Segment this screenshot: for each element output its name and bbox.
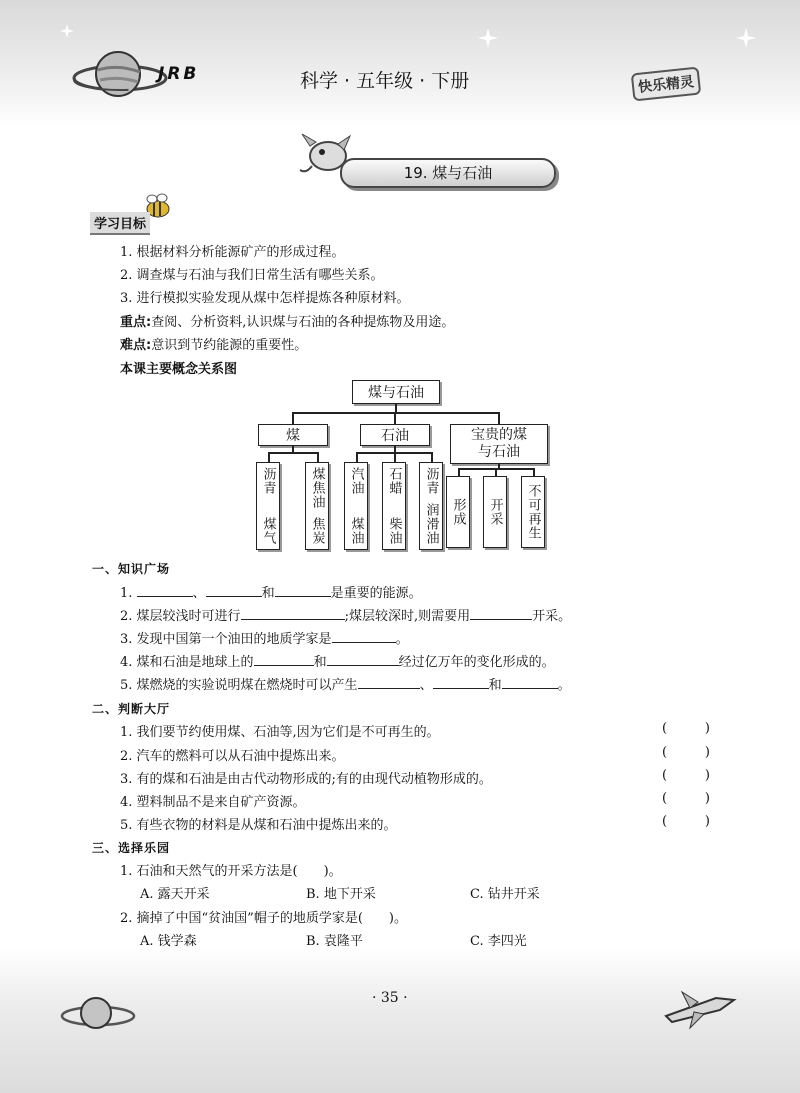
answer-blank[interactable] — [241, 607, 345, 620]
answer-parentheses[interactable]: ( ) — [662, 745, 710, 760]
star-icon — [478, 28, 498, 48]
section-heading: 一、知识广场 — [92, 562, 171, 576]
judge-item: 5. 有些衣物的材料是从煤和石油中提炼出来的。 — [120, 818, 397, 833]
difficult-text: 意识到节约能源的重要性。 — [151, 338, 308, 353]
concept-leaf: 开采 — [483, 476, 507, 548]
choice-option[interactable]: B. 袁隆平 — [306, 934, 363, 949]
concept-root: 煤与石油 — [352, 380, 440, 404]
objectives-label: 学习目标 — [90, 212, 150, 235]
planet-icon — [58, 990, 138, 1040]
key-text: 查阅、分析资料,认识煤与石油的各种提炼物及用途。 — [151, 315, 455, 330]
difficult-label: 难点: — [120, 338, 152, 353]
key-point — [120, 311, 454, 330]
concept-branch-coal: 煤 — [258, 424, 328, 446]
judge-item: 4. 塑料制品不是来自矿产资源。 — [120, 795, 306, 810]
concept-map-title: 本课主要概念关系图 — [120, 362, 238, 377]
objective-item: 3. 进行模拟实验发现从煤中怎样提炼各种原材料。 — [120, 291, 410, 306]
concept-leaf: 形成 — [446, 476, 470, 548]
answer-parentheses[interactable]: ( ) — [662, 721, 710, 736]
answer-blank[interactable] — [433, 676, 489, 689]
concept-leaf: 汽油 煤油 — [344, 462, 368, 550]
concept-leaf: 沥青 润滑油 — [419, 462, 443, 550]
section-heading: 三、选择乐园 — [92, 841, 171, 855]
answer-blank[interactable] — [332, 630, 396, 643]
answer-parentheses[interactable]: ( ) — [662, 768, 710, 783]
concept-branch-precious — [450, 424, 548, 464]
fill-question: 4. 煤和石油是地球上的 和 经过亿万年的变化形成的。 — [120, 655, 555, 670]
brand-logo: 快乐精灵 — [631, 67, 702, 102]
choice-stem: 1. 石油和天然气的开采方法是( )。 — [120, 864, 342, 879]
lesson-title: 19. 煤与石油 — [340, 158, 556, 188]
answer-blank[interactable] — [206, 584, 262, 597]
difficult-point — [120, 334, 307, 353]
choice-option[interactable]: B. 地下开采 — [306, 887, 376, 902]
concept-leaf: 石蜡 柴油 — [382, 462, 406, 550]
fill-question: 5. 煤燃烧的实验说明煤在燃烧时可以产生 、 和 。 — [120, 678, 571, 693]
space-shuttle-icon — [660, 982, 740, 1032]
key-label: 重点: — [120, 315, 152, 330]
concept-branch-oil: 石油 — [360, 424, 430, 446]
concept-leaf: 不可再生 — [521, 476, 545, 548]
fill-question: 2. 煤层较浅时可进行 ;煤层较深时,则需要用 开采。 — [120, 609, 572, 624]
choice-stem: 2. 摘掉了中国“贫油国”帽子的地质学家是( )。 — [120, 911, 407, 926]
answer-blank[interactable] — [327, 653, 399, 666]
choice-option[interactable]: A. 钱学森 — [140, 934, 197, 949]
judge-item: 2. 汽车的燃料可以从石油中提炼出来。 — [120, 749, 345, 764]
answer-blank[interactable] — [358, 676, 420, 689]
answer-blank[interactable] — [137, 584, 193, 597]
star-icon — [736, 28, 756, 48]
series-code: JRB — [158, 64, 200, 84]
fill-question: 3. 发现中国第一个油田的地质学家是 。 — [120, 632, 409, 647]
answer-blank[interactable] — [254, 653, 314, 666]
planet-icon — [70, 40, 170, 110]
answer-parentheses[interactable]: ( ) — [662, 791, 710, 806]
star-icon — [60, 24, 74, 38]
fill-question: 1. 、 和 是重要的能源。 — [120, 586, 422, 601]
judge-item: 3. 有的煤和石油是由古代动物形成的;有的由现代动植物形成的。 — [120, 772, 492, 787]
answer-blank[interactable] — [275, 584, 331, 597]
judge-item: 1. 我们要节约使用煤、石油等,因为它们是不可再生的。 — [120, 725, 440, 740]
choice-option[interactable]: C. 李四光 — [470, 934, 527, 949]
concept-leaf: 煤焦油 焦炭 — [305, 462, 329, 550]
choice-option[interactable]: A. 露天开采 — [140, 887, 210, 902]
concept-leaf: 沥青 煤气 — [256, 462, 280, 550]
objective-item: 2. 调查煤与石油与我们日常生活有哪些关系。 — [120, 268, 384, 283]
branch-label-line1: 宝贵的煤 — [471, 426, 527, 443]
answer-parentheses[interactable]: ( ) — [662, 814, 710, 829]
choice-option[interactable]: C. 钻井开采 — [470, 887, 540, 902]
objective-item: 1. 根据材料分析能源矿产的形成过程。 — [120, 245, 345, 260]
book-title: 科学 · 五年级 · 下册 — [300, 70, 470, 92]
page-number: · 35 · — [372, 990, 408, 1006]
branch-label-line2: 与石油 — [478, 444, 520, 460]
section-heading: 二、判断大厅 — [92, 702, 171, 716]
answer-blank[interactable] — [470, 607, 532, 620]
answer-blank[interactable] — [502, 676, 558, 689]
